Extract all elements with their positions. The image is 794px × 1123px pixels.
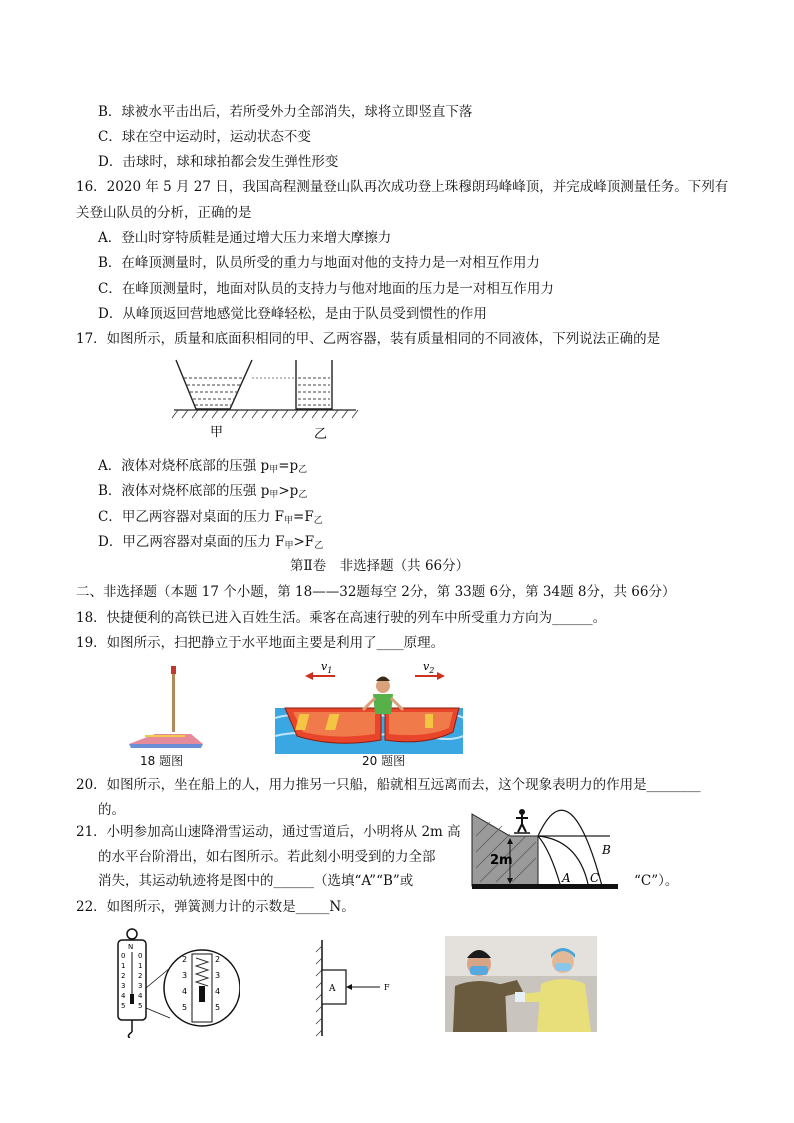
part2-title: 第Ⅱ卷 非选择题（共 66分） [290,558,470,574]
label-yi: 乙 [314,427,328,442]
q16-stem-line1: 16．2020 年 5 月 27 日，我国高程测量登山队再次成功登上珠穆朗玛峰峰顶，并完成峰顶测量任务。下列有 [76,179,729,195]
zoom-right-5: 5 [215,1003,221,1012]
q17-stem: 17．如图所示，质量和底面积相同的甲、乙两容器，装有质量相同的不同液体，下列说法正确的是 [76,331,661,347]
traj-b: B [602,843,611,857]
zoom-left-3: 3 [182,971,188,980]
zoom-right-4: 4 [215,987,221,996]
scale-right-0: 0 [138,952,143,960]
scale-left-1: 1 [121,962,126,970]
block-wall-figure [310,938,410,1038]
traj-c: C [590,871,600,885]
q17-option-b: B．液体对烧杯底部的压强 $p_甲>p_乙$ [98,483,308,500]
scale-right-4: 4 [138,992,143,1000]
v1-label: $v_1$ [321,660,333,675]
q17-option-d: D．甲乙两容器对桌面的压力 $F_甲>F_乙$ [98,534,324,551]
q16-option-b: B．在峰顶测量时，队员所受的重力与地面对他的支持力是一对相互作用力 [98,255,540,271]
q16-option-a: A．登山时穿特质鞋是通过增大压力来增大摩擦力 [98,230,392,246]
scale-right-3: 3 [138,982,143,990]
force-f-label: F [384,983,390,992]
q18-text: 18．快捷便利的高铁已进入百姓生活。乘客在高速行驶的列车中所受重力方向为______。 [76,610,607,626]
zoom-left-2: 2 [182,955,188,964]
broom-figure [125,664,205,752]
boats-figure [275,656,463,754]
scale-left-0: 0 [121,952,126,960]
q17-containers-figure [170,352,360,444]
zoom-right-2: 2 [215,955,221,964]
scale-left-3: 3 [121,982,126,990]
spring-balance-figure [112,928,240,1038]
zoom-left-5: 5 [182,1003,188,1012]
scale-right-2: 2 [138,972,143,980]
height-label: 2m [490,853,513,868]
q16-stem-line2: 关登山队员的分析，正确的是 [76,205,252,221]
zoom-left-4: 4 [182,987,188,996]
fig20-caption: 20 题图 [362,754,406,768]
scale-left-4: 4 [121,992,126,1000]
fig18-caption: 18 题图 [140,754,184,768]
q20-line1: 20．如图所示，坐在船上的人，用力推另一只船，船就相互远离而去，这个现象表明力的作用是________ [76,777,701,793]
q21-line3: 消失，其运动轨迹将是图中的______（选填“A”“B”或 [98,873,414,889]
part2-heading: 二、非选择题（本题 17 个小题，第 18——32题每空 2分，第 33题 6分，第 34题 8分，共 66分） [76,584,676,600]
q21-line1: 21．小明参加高山速降滑雪运动，通过雪道后，小明将从 2m 高 [76,824,461,840]
q17-option-a: A．液体对烧杯底部的压强 $p_甲=p_乙$ [98,458,308,475]
scale-left-5: 5 [121,1002,126,1010]
top-n-label: N [128,943,134,951]
q21-line2: 的水平台阶滑出，如右图所示。若此刻小明受到的力全部 [98,849,436,865]
vaccination-photo [445,936,597,1032]
zoom-right-3: 3 [215,971,221,980]
ski-figure [470,806,620,890]
q16-option-c: C．在峰顶测量时，地面对队员的支持力与他对地面的压力是一对相互作用力 [98,281,554,297]
q20-line2: 的。 [98,802,125,818]
q15-option-d: D．击球时，球和球拍都会发生弹性形变 [98,154,339,170]
q15-option-b: B．球被水平击出后，若所受外力全部消失，球将立即竖直下落 [98,104,473,120]
q21-line3-end: “C”）。 [634,873,679,889]
q17-option-c: C．甲乙两容器对桌面的压力 $F_甲=F_乙$ [98,509,323,526]
label-jia: 甲 [210,425,224,440]
q19-text: 19．如图所示，扫把静立于水平地面主要是利用了____原理。 [76,635,445,651]
scale-left-2: 2 [121,972,126,980]
q22-text: 22．如图所示，弹簧测力计的示数是_____N。 [76,899,355,915]
scale-right-5: 5 [138,1002,143,1010]
v2-label: $v_2$ [423,660,435,675]
traj-a: A [562,871,571,885]
scale-right-1: 1 [138,962,143,970]
q15-option-c: C．球在空中运动时，运动状态不变 [98,129,311,145]
block-a-label: A [329,984,336,994]
q16-option-d: D．从峰顶返回营地感觉比登峰轻松，是由于队员受到惯性的作用 [98,306,487,322]
